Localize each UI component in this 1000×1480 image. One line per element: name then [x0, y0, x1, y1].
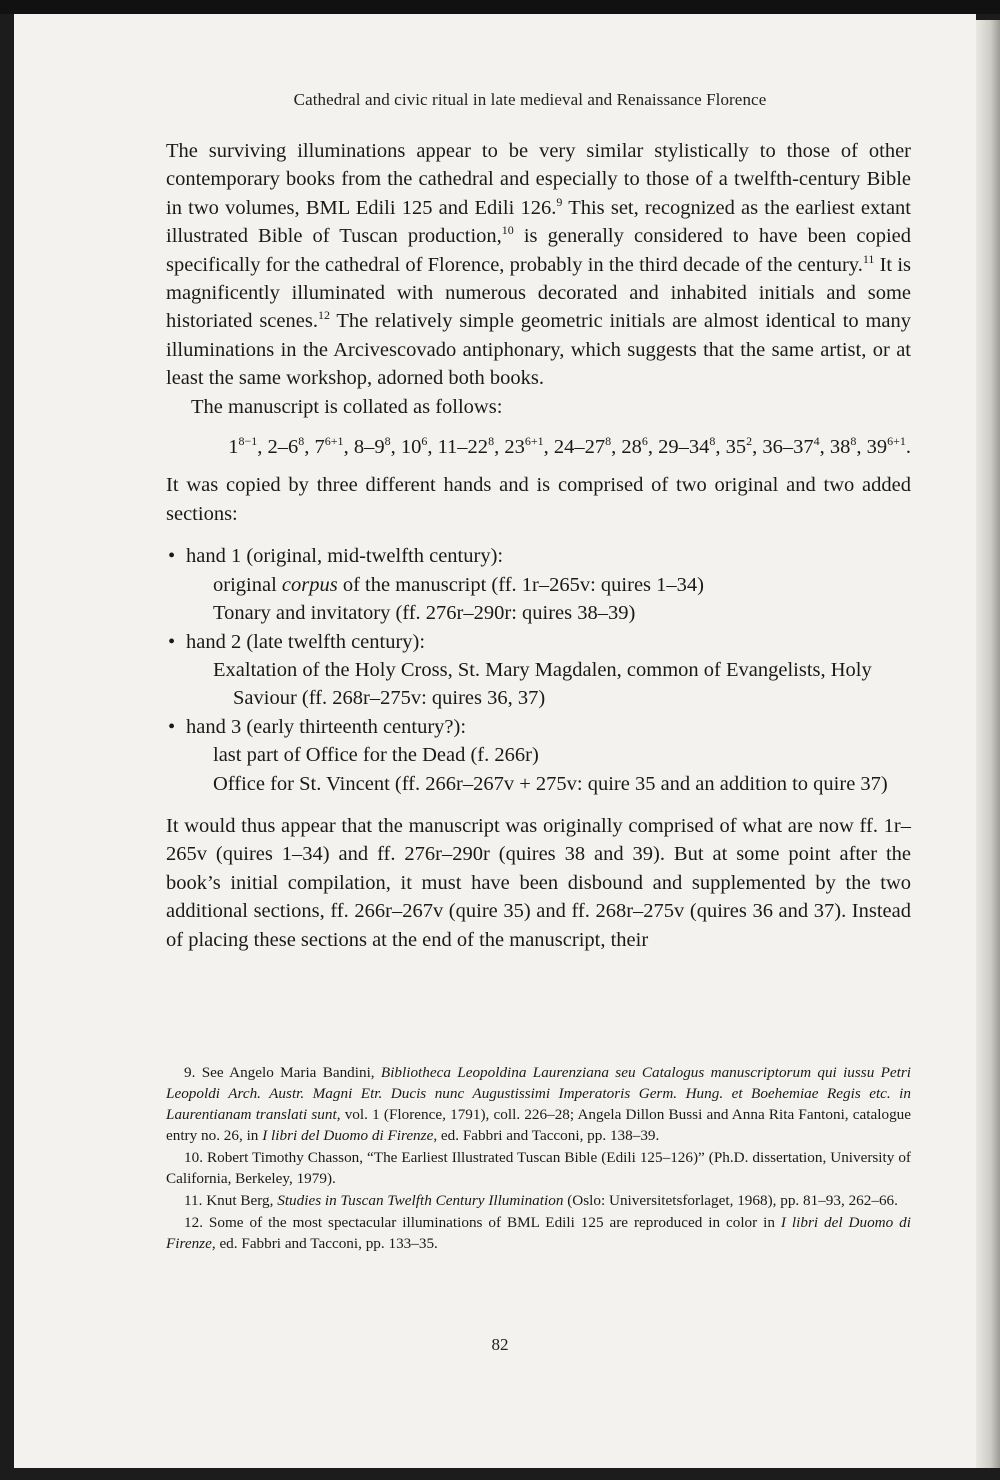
hand-1-line-2: Tonary and invitatory (ff. 276r–290r: quires 38–39): [213, 602, 636, 625]
collation-item: $28^6$,: [621, 434, 659, 459]
hand-3-item: [166, 713, 911, 798]
footnote-9: 9. See Angelo Maria Bandini, Bibliotheca Leopoldina Laurenziana seu Catalogus manuscriptorum qui iussu Petri Leopoldi Arch. Austr. Magni Etr. Ducis nunc Augustissimi Imperatoris Germ. Hung. et Boehemiae Regis etc. in Laurentianam translati sunt, vol. 1 (Florence, 1791), coll. 226–28; Angela Dillon Bussi and Anna Rita Fantoni, catalogue entry no. 26, in I libri del Duomo di Firenze, ed. Fabbri and Tacconi, pp. 138–39.: [166, 1064, 911, 1144]
collation-item: $11-22^8$,: [437, 434, 505, 459]
collation-item: $8-9^8$,: [353, 434, 401, 459]
paragraph-2: The manuscript is collated as follows:: [191, 395, 503, 418]
hand-3-line-1: last part of Office for the Dead (f. 266r): [213, 744, 539, 767]
paragraph-4: It would thus appear that the manuscript was originally comprised of what are now ff. 1r–265v (quires 1–34) and ff. 276r–290r (quires 38 and 39). But at some point after the book’s initial compilation, it must have been disbound and supplemented by the two additional sections, ff. 266r–267v (quire 35) and ff. 268r–275v (quires 36 and 37). Instead of placing these sections at the end of the manuscript, their: [166, 814, 911, 951]
hands-list: [166, 542, 911, 798]
main-text: [166, 137, 911, 954]
hand-3-label: • hand 3 (early thirteenth century?):: [186, 715, 467, 738]
running-head: Cathedral and civic ritual in late medieval and Renaissance Florence: [293, 90, 767, 109]
collation-item: $29-34^8$,: [658, 434, 726, 459]
footnote-12: 12. Some of the most spectacular illuminations of BML Edili 125 are reproduced in color in I libri del Duomo di Firenze, ed. Fabbri and Tacconi, pp. 133–35.: [166, 1214, 911, 1252]
footnote-ref-9[interactable]: 9: [556, 194, 563, 209]
collation-item: $10^6$,: [400, 434, 438, 459]
footnotes: [166, 1062, 911, 1255]
hand-3-line-2: Office for St. Vincent (ff. 266r–267v + 275v: quire 35 and an addition to quire 37): [213, 772, 888, 795]
footnote-11: 11. Knut Berg, Studies in Tuscan Twelfth Century Illumination (Oslo: Universitetsforlaget, 1968), pp. 81–93, 262–66.: [184, 1192, 898, 1209]
footnote-ref-10[interactable]: 10: [501, 223, 514, 238]
collation-formula: [166, 433, 911, 461]
footnote-10: 10. Robert Timothy Chasson, “The Earliest Illustrated Tuscan Bible (Edili 125–126)” (Ph.D. dissertation, University of California, Berkeley, 1979).: [166, 1149, 911, 1187]
hand-1-line-1: original corpus of the manuscript (ff. 1r–265v: quires 1–34): [213, 573, 704, 596]
collation-item: $1^{8-1}$,: [228, 434, 268, 459]
collation-item: $7^{6+1}$,: [314, 434, 354, 459]
collation-item: $35^2$,: [725, 434, 763, 459]
hand-2-item: [166, 628, 911, 713]
collation-item: $38^8$,: [829, 434, 867, 459]
hand-1-item: [166, 542, 911, 627]
paragraph-3: It was copied by three different hands and is comprised of two original and two added sections:: [166, 474, 911, 525]
hand-2-line-1: Exaltation of the Holy Cross, St. Mary Magdalen, common of Evangelists, Holy Saviour (ff. 268r–275v: quires 36, 37): [213, 658, 872, 710]
paragraph-1: The surviving illuminations appear to be very similar stylistically to those of other contemporary books from the cathedral and especially to those of a twelfth-century Bible in two volumes, BML Edili 125 and Edili 126.$^9$ This set, recognized as the earliest extant illustrated Bible of Tuscan production,$^{10}$ is generally considered to have been copied specifically for the cathedral of Florence, probably in the third decade of the century.$^{11}$ It is magnificently illuminated with numerous decorated and inhabited initials and some historiated scenes.$^{12}$ The relatively simple geometric initials are almost identical to many illuminations in the Arcivescovado antiphonary, which suggests that the same artist, or at least the same workshop, adorned both books.: [166, 140, 911, 390]
page-number: 82: [491, 1335, 509, 1354]
collation-item: $36-37^4$,: [762, 434, 830, 459]
footnote-ref-11[interactable]: 11: [862, 251, 875, 266]
hand-2-label: • hand 2 (late twelfth century):: [186, 630, 426, 653]
page-gutter-shadow: [976, 20, 1000, 1468]
collation-item: $23^{6+1}$,: [504, 434, 554, 459]
scan-top-border: [0, 0, 1000, 14]
footnote-ref-12[interactable]: 12: [317, 308, 330, 323]
collation-item: $2-6^8$,: [267, 434, 315, 459]
collation-item: $24-27^8$,: [553, 434, 622, 459]
hand-1-label: • hand 1 (original, mid-twelfth century):: [186, 545, 504, 568]
collation-item: $39^{6+1}$.: [866, 434, 911, 459]
